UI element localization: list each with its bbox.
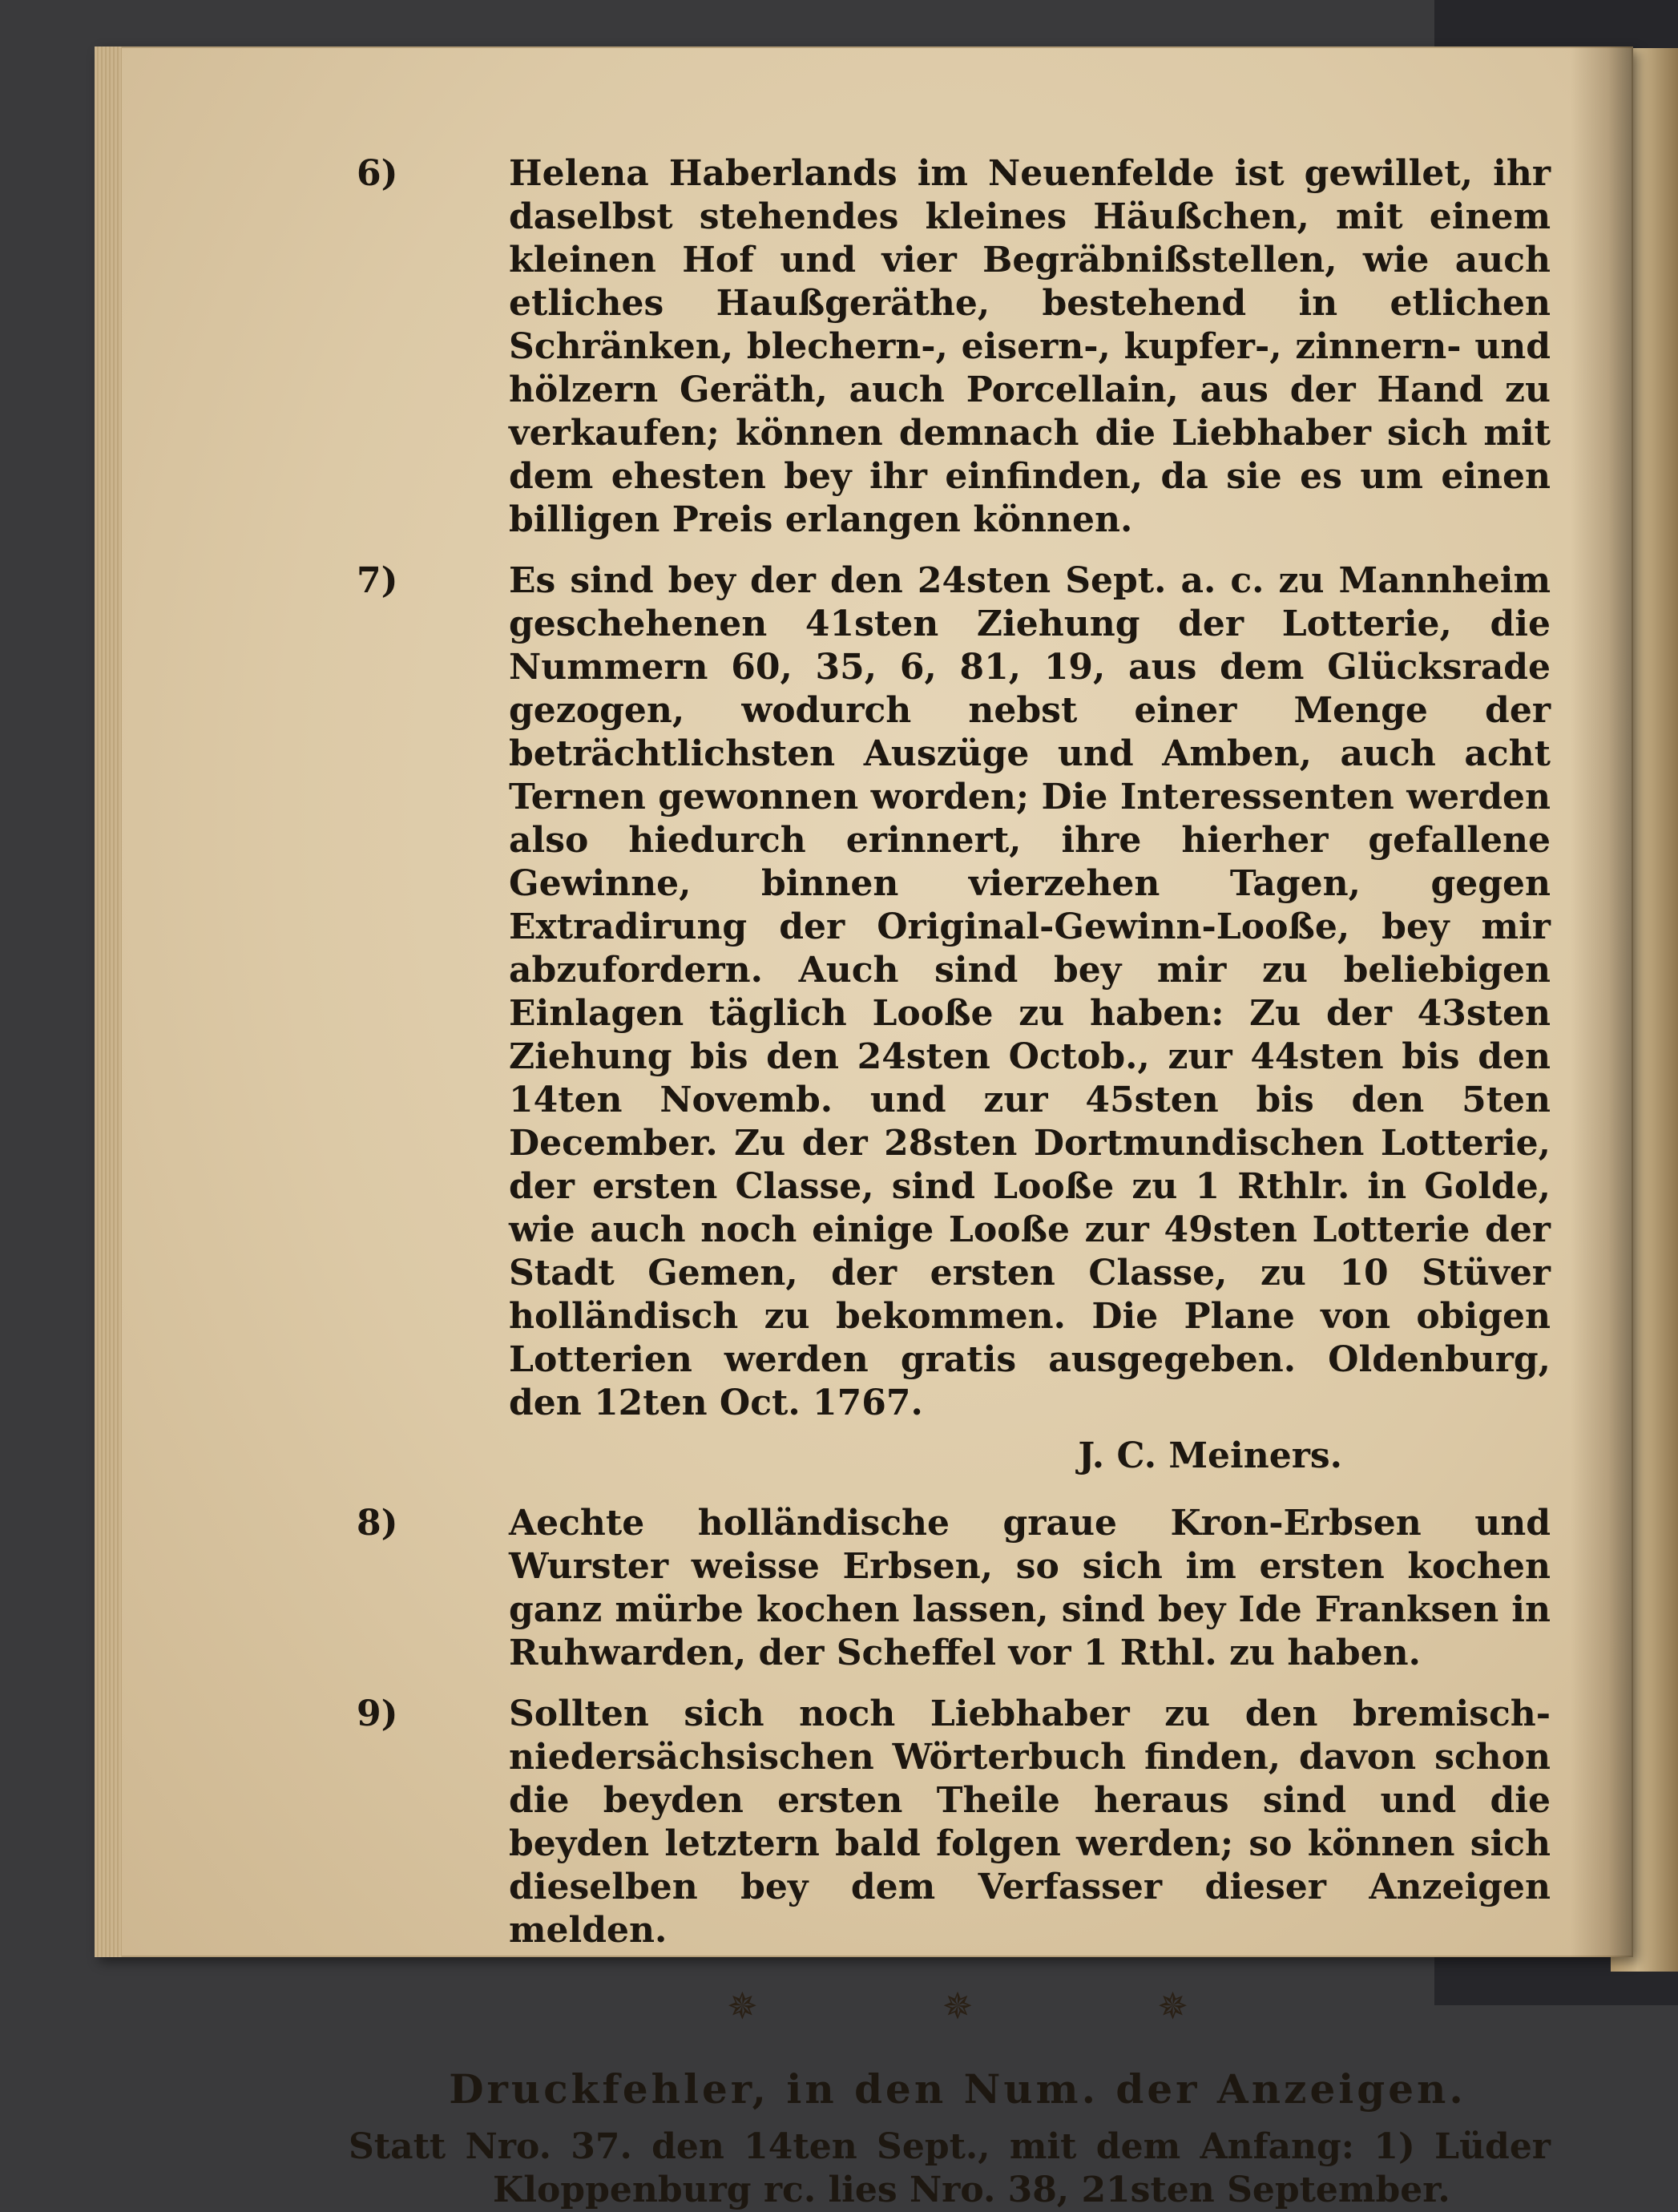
entry-number: 9) <box>357 1693 398 1734</box>
entry-number: 8) <box>357 1503 398 1544</box>
entry-7 <box>357 559 1551 1425</box>
errata-heading: Druckfehler, in den Num. der Anzeigen. <box>449 2065 1466 2113</box>
entry-text: Sollten sich noch Liebhaber zu den bremisch-niedersächsischen Wörterbuch finden, davon schon die beyden ersten Theile heraus sind und die beyden letztern bald folgen werden; so können sich dieselben bey dem Verfasser dieser Anzeigen melden. <box>509 1693 1551 1951</box>
ornament-row <box>365 1984 1551 2028</box>
ornament-icon: ✵ <box>1157 1984 1188 2028</box>
binding-gutter <box>1571 46 1633 1957</box>
ornament-icon: ✵ <box>942 1984 974 2028</box>
entry-text: Aechte holländische graue Kron-Erbsen und Wurster weisse Erbsen, so sich im ersten kochen ganz mürbe kochen lassen, sind bey Ide Franksen in Ruhwarden, der Scheffel vor 1 Rthl. zu haben. <box>509 1503 1551 1673</box>
errata-text: Statt Nro. 37. den 14ten Sept., mit dem Anfang: 1) Lüder Kloppenburg rc. lies Nro. 38, 21sten September. <box>349 2126 1551 2210</box>
ornament-icon: ✵ <box>727 1984 758 2028</box>
entry-8 <box>357 1502 1551 1675</box>
entry-number: 6) <box>357 153 398 194</box>
page-content <box>349 152 1551 2212</box>
entry-9 <box>357 1693 1551 1952</box>
entry-text: Helena Haberlands im Neuenfelde ist gewillet, ihr daselbst stehendes kleines Häußchen, mit einem kleinen Hof und vier Begräbnißstellen, wie auch etliches Haußgeräthe, bestehend in etlichen Schränken, blechern-, eisern-, kupfer-, zinnern- und hölzern Geräth, auch Porcellain, aus der Hand zu verkaufen; können demnach die Liebhaber sich mit dem ehesten bey ihr einfinden, da sie es um einen billigen Preis erlangen können. <box>509 153 1551 540</box>
entry-number: 7) <box>357 560 398 601</box>
entry-text: Es sind bey der den 24sten Sept. a. c. zu Mannheim geschehenen 41sten Ziehung der Lotterie, die Nummern 60, 35, 6, 81, 19, aus dem Glücksrade gezogen, wodurch nebst einer Menge der beträchtlichsten Auszüge und Amben, auch acht Ternen gewonnen worden; Die Interessenten werden also hiedurch erinnert, ihre hierher gefallene Gewinne, binnen vierzehen Tagen, gegen Extradirung der Original-Gewinn-Looße, bey mir abzufordern. Auch sind bey mir zu beliebigen Einlagen täglich Looße zu haben: Zu der 43sten Ziehung bis den 24sten Octob., zur 44sten bis den 14ten Novemb. und zur 45sten bis den 5ten December. Zu der 28sten Dortmundischen Lotterie, der ersten Classe, sind Looße zu 1 Rthlr. in Golde, wie auch noch einige Looße zur 49sten Lotterie der Stadt Gemen, der ersten Classe, zu 10 Stüver holländisch zu bekommen. Die Plane von obigen Lotterien werden gratis ausgegeben. Oldenburg, den 12ten Oct. 1767. <box>509 560 1551 1423</box>
entry-6 <box>357 152 1551 542</box>
signature: J. C. Meiners. <box>1078 1435 1342 1476</box>
page-stack-edge <box>95 46 122 1957</box>
